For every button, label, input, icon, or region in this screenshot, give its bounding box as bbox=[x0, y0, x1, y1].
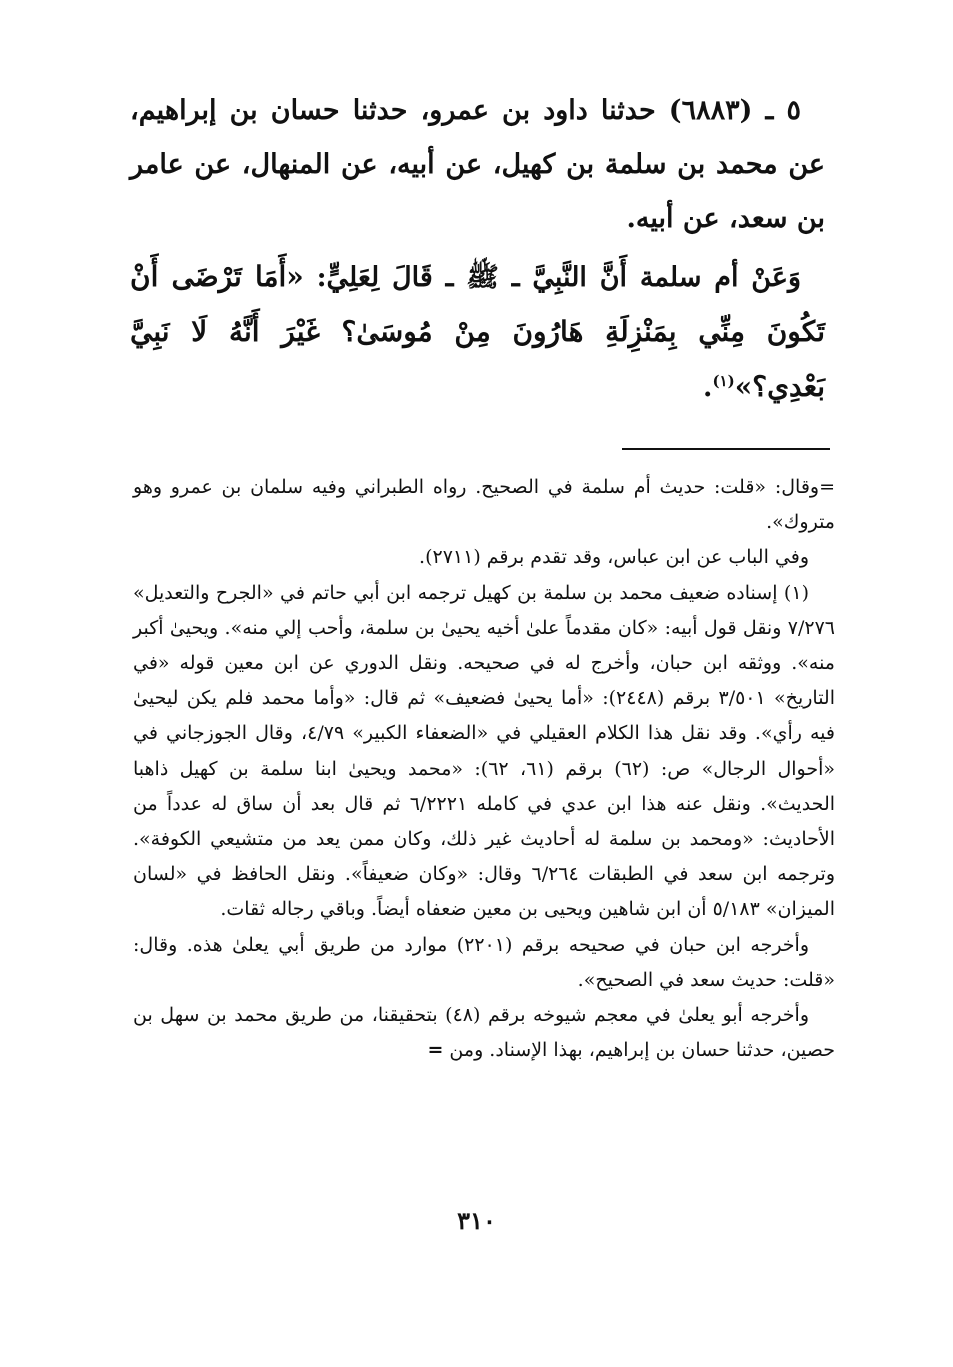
isnad-paragraph bbox=[130, 84, 825, 246]
footnote-marker: (١) bbox=[712, 372, 735, 390]
continuation-mark: = bbox=[427, 1039, 444, 1062]
footnotes bbox=[133, 470, 835, 1068]
footnote-continuation: =وقال: «قلت: حديث أم سلمة في الصحيح. رواه الطبراني وفيه سلمان بن عمرو وهو متروك». bbox=[133, 476, 835, 534]
footnote-ibn-hibban: وأخرجه ابن حبان في صحيحه برقم (٢٢٠١) موارد من طريق أبي يعلىٰ هذه. وقال: «قلت: حديث سعد في الصحيح». bbox=[133, 933, 835, 991]
hadith-quote: «أَمَا تَرْضَى أَنْ تَكُونَ مِنِّي بِمَنْزِلَةِ هَارُونَ مِنْ مُوسَىٰ؟ غَيْرَ أَنَّهُ لَا نَبِيَّ بَعْدِي؟» bbox=[130, 260, 825, 403]
hadith-intro: وَعَنْ أم سلمة أَنَّ النَّبِيَّ ـ ﷺ ـ قَالَ لِعَلِيٍّ: bbox=[303, 262, 801, 293]
footnote-abu-yala bbox=[133, 998, 835, 1068]
isnad-text: ٥ ـ (٦٨٨٣) حدثنا داود بن عمرو، حدثنا حسان بن إبراهيم، عن محمد بن سلمة بن كهيل، عن أبيه، عن المنهال، عن عامر بن سعد، عن أبيه. bbox=[130, 95, 825, 234]
end-mark: . bbox=[703, 372, 713, 403]
footnote-chapter-note: وفي الباب عن ابن عباس، وقد تقدم برقم (٢٧١١). bbox=[419, 546, 809, 569]
footnote-abu-yala-text: وأخرجه أبو يعلىٰ في معجم شيوخه برقم (٤٨) بتحقيقنا، من طريق محمد بن سهل بن حصين، حدثنا حسان بن إبراهيم، بهذا الإسناد. ومن bbox=[133, 1004, 835, 1062]
page-number: ٣١٠ bbox=[457, 1206, 496, 1235]
footnote-1: (١) إسناده ضعيف محمد بن سلمة بن كهيل ترجمه ابن أبي حاتم في «الجرح والتعديل» ٧/٢٧٦ ونقل قول أبيه: «كان مقدماً علىٰ أخيه يحيىٰ بن سلمة، وأحب إلي منه». ويحيىٰ أكبر منه». ووثقه ابن حبان، وأخرج له في صحيحه. ونقل الدوري عن ابن معين قوله «في التاريخ» ٣/٥٠١ برقم (٢٤٤٨): «أما يحيىٰ فضعيف» ثم قال: «وأما محمد فلم يكن ليحيىٰ فيه رأي». وقد نقل هذا الكلام العقيلي في «الضعفاء الكبير» ٤/٧٩، وقال الجوزجاني في «أحوال الرجال» ص: (٦٢) برقم (٦١، ٦٢): «محمد ويحيىٰ ابنا سلمة بن كهيل ذاهبا الحديث». ونقل عنه هذا ابن عدي في كامله ٦/٢٢٢١ ثم قال بعد أن ساق له عدداً من الأحاديث: «ومحمد بن سلمة له أحاديث غير ذلك، وكان ممن يعد من متشيعي الكوفة». وترجمه ابن سعد في الطبقات ٦/٢٦٤ وقال: «وكان ضعيفاً». ونقل الحافظ في «لسان الميزان» ٥/١٨٣ أن ابن شاهين ويحيى بن معين ضعفاه أيضاً. وباقي رجاله ثقات. bbox=[133, 581, 836, 921]
footnote-separator bbox=[622, 448, 830, 450]
hadith-paragraph bbox=[130, 250, 825, 415]
main-text bbox=[130, 84, 825, 415]
